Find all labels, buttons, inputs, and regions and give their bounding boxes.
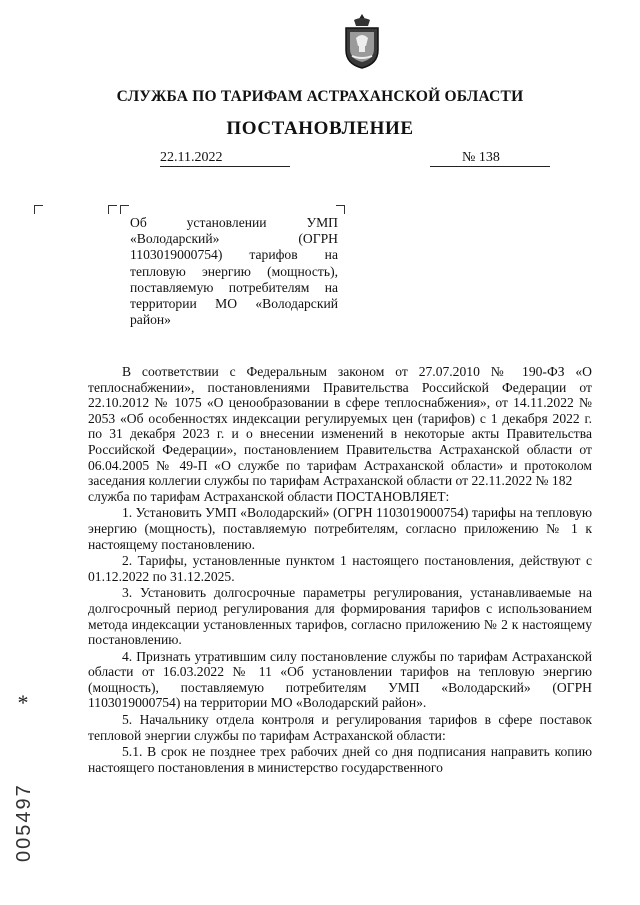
number-underline bbox=[430, 166, 550, 167]
document-number: № 138 bbox=[462, 150, 500, 165]
clause-5-1: 5.1. В срок не позднее трех рабочих дней со дня подписания направить копию настоящего постановления в министерство государственного bbox=[88, 744, 592, 775]
corner-mark bbox=[108, 205, 117, 214]
document-date: 22.11.2022 bbox=[160, 150, 223, 165]
document-title: ПОСТАНОВЛЕНИЕ bbox=[226, 118, 414, 139]
coat-of-arms-emblem bbox=[340, 12, 384, 70]
clause-1: 1. Установить УМП «Володарский» (ОГРН 1103019000754) тарифы на тепловую энергию (мощность), поставляемую потребителям, согласно приложению № 1 к настоящему постановлению. bbox=[88, 505, 592, 552]
corner-mark bbox=[34, 205, 43, 214]
stamp-serial-number: 005497 bbox=[13, 783, 35, 862]
corner-mark bbox=[120, 205, 129, 214]
serial-stamp bbox=[8, 690, 38, 870]
date-underline bbox=[160, 166, 290, 167]
clause-4: 4. Признать утратившим силу постановление службы по тарифам Астраханской области от 16.03.2022 № 11 «Об установлении тарифов на тепловую энергию (мощность), поставляемую потребителям УМП «Володарский» (ОГРН 1103019000754) на территории МО «Володарский район». bbox=[88, 648, 592, 711]
document-subject: Об установлении УМП «Володарский» (ОГРН 1103019000754) тарифов на тепловую энергию (мощность), поставляемую потребителям на территории МО «Володарский район» bbox=[130, 215, 338, 328]
clause-3: 3. Установить долгосрочные параметры регулирования, устанавливаемые на долгосрочный период регулирования для формирования тарифов с использованием метода индексации установленных тарифов, согласно приложению № 2 к настоящему постановлению. bbox=[88, 585, 592, 648]
clause-2: 2. Тарифы, установленные пунктом 1 настоящего постановления, действуют с 01.12.2022 по 31.12.2025. bbox=[88, 553, 592, 584]
corner-mark bbox=[336, 205, 345, 214]
preamble-paragraph: В соответствии с Федеральным законом от 27.07.2010 № 190-ФЗ «О теплоснабжении», постановлениями Правительства Российской Федерации от 22.10.2012 № 1075 «О ценообразовании в сфере теплоснабжения», от 14.11.2022 № 2053 «Об особенностях индексации регулируемых цен (тарифов) с 1 декабря 2022 г. по 31 декабря 2023 г. и о внесении изменений в некоторые акты Правительства Российской Федерации», постановлением Правительства Астраханской области от 06.04.2005 № 49-П «О службе по тарифам Астраханской области» и протоколом заседания коллегии службы по тарифам Астраханской области от 22.11.2022 № 182 bbox=[88, 364, 592, 489]
document-body bbox=[88, 364, 592, 775]
agency-name: СЛУЖБА ПО ТАРИФАМ АСТРАХАНСКОЙ ОБЛАСТИ bbox=[116, 88, 524, 105]
stamp-asterisk: * bbox=[17, 690, 29, 715]
resolution-statement: служба по тарифам Астраханской области ПОСТАНОВЛЯЕТ: bbox=[88, 488, 450, 504]
clause-5: 5. Начальнику отдела контроля и регулирования тарифов в сфере поставок тепловой энергии службы по тарифам Астраханской области: bbox=[88, 712, 592, 743]
